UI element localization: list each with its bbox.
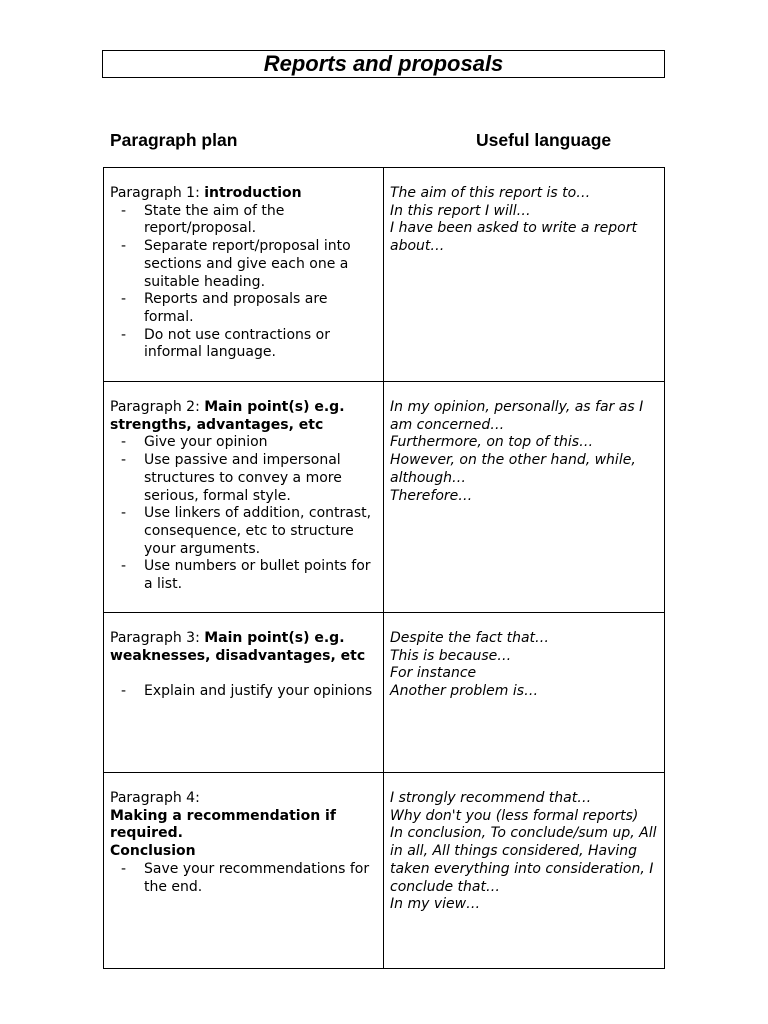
phrase: This is because… <box>390 647 512 664</box>
paragraph-topic: Main point(s) e.g. strengths, advantages, etc <box>110 399 345 433</box>
useful-language-cell <box>384 613 665 773</box>
phrase: Furthermore, on top of this… <box>390 434 594 451</box>
useful-language-cell <box>384 382 665 613</box>
phrase: Therefore… <box>390 487 473 504</box>
bullet-list <box>110 861 377 896</box>
table-row <box>104 613 665 773</box>
bullet-list <box>110 683 377 701</box>
phrase: For instance <box>390 665 477 682</box>
paragraph-plan-heading: Paragraph plan <box>110 130 238 150</box>
phrase: Why don't you (less formal reports) <box>390 807 639 824</box>
phrase: In conclusion, To conclude/sum up, All in all, All things considered, Having taken everything into consideration, I conclude that… <box>390 825 657 895</box>
list-item: - Use passive and impersonal structures to convey a more serious, formal style. <box>110 452 377 505</box>
list-item: - Give your opinion <box>110 434 377 452</box>
list-item: - Do not use contractions or informal language. <box>110 327 377 362</box>
paragraph-label: Paragraph 1: <box>110 185 205 201</box>
phrase: I have been asked to write a report about… <box>390 220 637 255</box>
useful-language-heading: Useful language <box>476 130 612 150</box>
paragraph-plan-cell <box>104 168 384 382</box>
paragraph-plan-cell <box>104 613 384 773</box>
list-item: - Save your recommendations for the end. <box>110 861 377 896</box>
list-item: - State the aim of the report/proposal. <box>110 203 377 238</box>
paragraph-heading <box>110 185 377 203</box>
list-item: - Separate report/proposal into sections and give each one a suitable heading. <box>110 238 377 291</box>
paragraph-label: Paragraph 2: <box>110 399 205 415</box>
paragraph-label: Paragraph 3: <box>110 630 205 646</box>
paragraph-plan-cell <box>104 773 384 969</box>
paragraph-heading <box>110 630 377 665</box>
phrase: The aim of this report is to… <box>390 185 591 201</box>
paragraph-heading <box>110 399 377 434</box>
list-item: - Explain and justify your opinions <box>110 683 377 701</box>
list-item: - Reports and proposals are formal. <box>110 291 377 326</box>
paragraph-subtopic: Conclusion <box>110 843 196 860</box>
paragraph-label: Paragraph 4: <box>110 790 200 806</box>
table-row <box>104 168 665 382</box>
paragraph-topic: Main point(s) e.g. weaknesses, disadvantages, etc <box>110 630 366 664</box>
bullet-list <box>110 434 377 593</box>
phrase: I strongly recommend that… <box>390 790 592 806</box>
spacer <box>110 665 377 683</box>
phrase: However, on the other hand, while, although… <box>390 452 636 486</box>
paragraph-topic: introduction <box>204 185 302 201</box>
table-row <box>104 773 665 969</box>
paragraph-topic: Making a recommendation if required. <box>110 807 336 842</box>
useful-language-cell <box>384 773 665 969</box>
phrase: In this report I will… <box>390 202 531 219</box>
phrase: In my opinion, personally, as far as I am concerned… <box>390 399 644 433</box>
document-title: Reports and proposals <box>263 51 504 76</box>
paragraph-plan-cell <box>104 382 384 613</box>
list-item: - Use numbers or bullet points for a list. <box>110 558 377 593</box>
document-title-box <box>102 50 665 78</box>
phrase: In my view… <box>390 896 481 913</box>
list-item: - Use linkers of addition, contrast, consequence, etc to structure your arguments. <box>110 505 377 558</box>
bullet-list <box>110 203 377 362</box>
plan-table <box>103 167 665 969</box>
phrase: Another problem is… <box>390 683 539 700</box>
useful-language-cell <box>384 168 665 382</box>
table-row <box>104 382 665 613</box>
phrase: Despite the fact that… <box>390 630 550 646</box>
